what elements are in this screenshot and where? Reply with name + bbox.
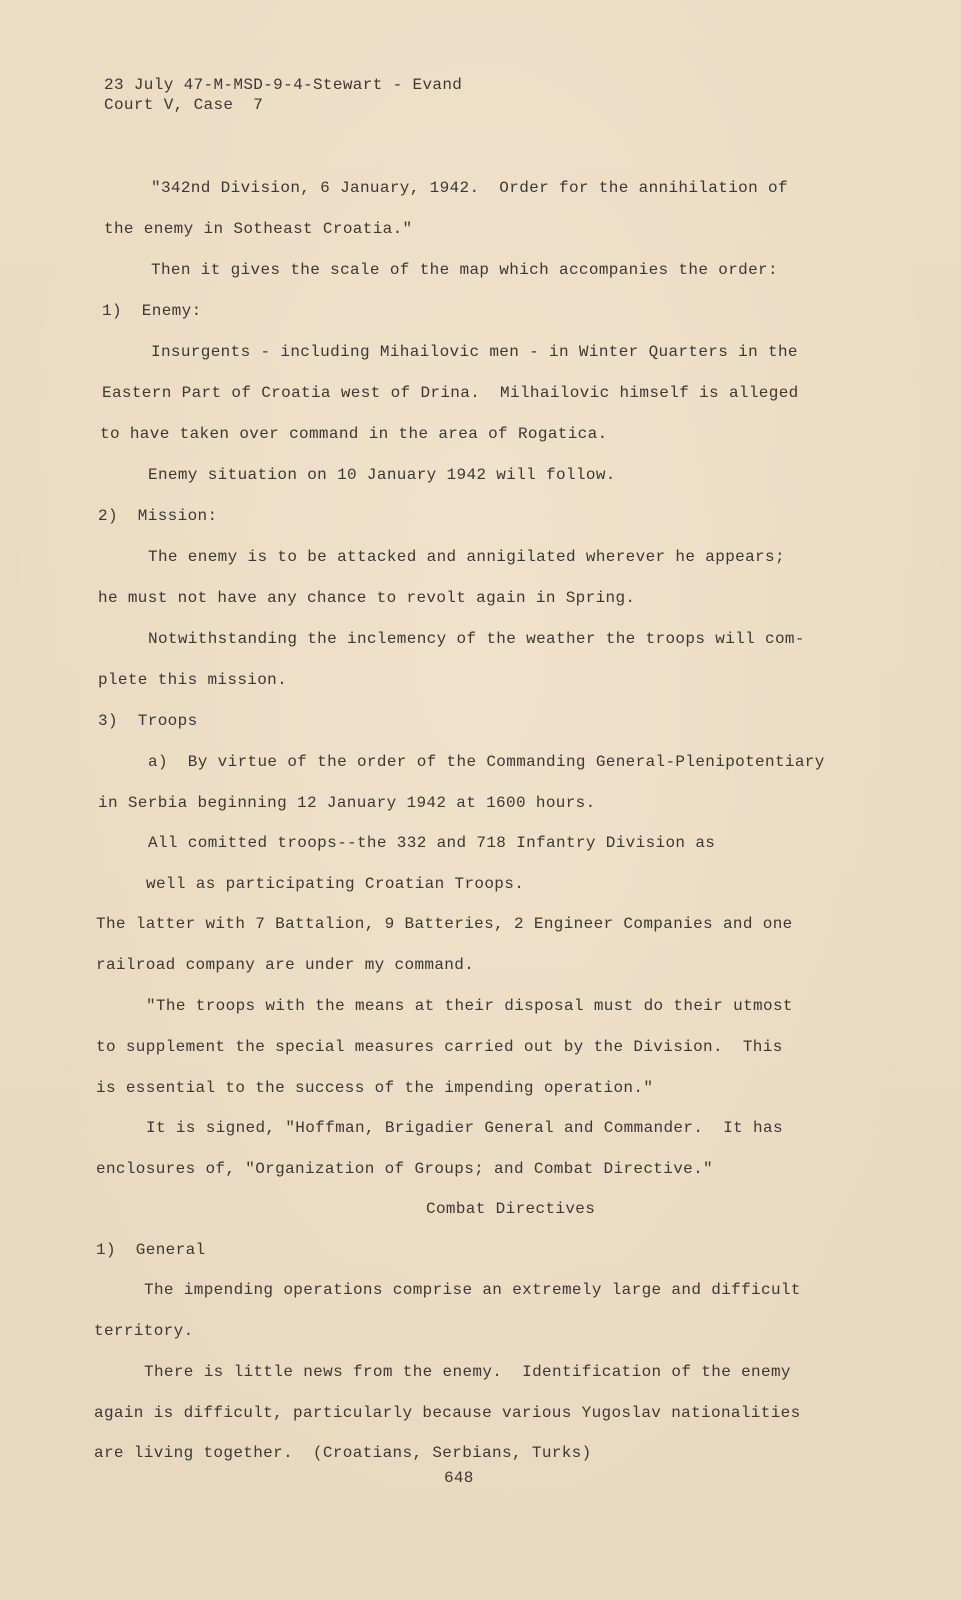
body-line: the enemy in Sotheast Croatia." xyxy=(104,220,413,238)
body-line: railroad company are under my command. xyxy=(96,956,475,974)
body-line: enclosures of, "Organization of Groups; and Combat Directive." xyxy=(96,1160,713,1178)
body-line: 1) Enemy: xyxy=(102,302,202,320)
body-line: well as participating Croatian Troops. xyxy=(146,875,525,893)
body-line: The impending operations comprise an extremely large and difficult xyxy=(144,1281,801,1299)
body-line: Then it gives the scale of the map which accompanies the order: xyxy=(151,261,778,279)
body-line: 3) Troops xyxy=(98,712,198,730)
body-line: Insurgents - including Mihailovic men - in Winter Quarters in the xyxy=(151,343,798,361)
body-line: territory. xyxy=(94,1322,194,1340)
body-line: "The troops with the means at their disposal must do their utmost xyxy=(146,997,793,1015)
body-line: All comitted troops--the 332 and 718 Infantry Division as xyxy=(148,834,716,852)
body-line: to supplement the special measures carried out by the Division. This xyxy=(96,1038,783,1056)
body-line: are living together. (Croatians, Serbians, Turks) xyxy=(94,1444,592,1462)
body-line: There is little news from the enemy. Identification of the enemy xyxy=(144,1363,791,1381)
section-heading: Combat Directives xyxy=(426,1200,596,1218)
body-line: a) By virtue of the order of the Commanding General-Plenipotentiary xyxy=(148,753,825,771)
body-line: Eastern Part of Croatia west of Drina. Milhailovic himself is alleged xyxy=(102,384,799,402)
header-line-2: Court V, Case 7 xyxy=(104,96,264,114)
body-line: The latter with 7 Battalion, 9 Batteries, 2 Engineer Companies and one xyxy=(96,915,793,933)
body-line: 2) Mission: xyxy=(98,507,218,525)
header-line-1: 23 July 47-M-MSD-9-4-Stewart - Evand xyxy=(104,76,463,94)
body-line: Notwithstanding the inclemency of the weather the troops will com- xyxy=(148,630,805,648)
body-line: Enemy situation on 10 January 1942 will follow. xyxy=(148,466,616,484)
body-line: "342nd Division, 6 January, 1942. Order for the annihilation of xyxy=(151,179,788,197)
body-line: plete this mission. xyxy=(98,671,288,689)
body-line: in Serbia beginning 12 January 1942 at 1600 hours. xyxy=(98,794,596,812)
body-line: he must not have any chance to revolt again in Spring. xyxy=(98,589,636,607)
body-line: It is signed, "Hoffman, Brigadier General and Commander. It has xyxy=(146,1119,783,1137)
body-line: The enemy is to be attacked and annigilated wherever he appears; xyxy=(148,548,785,566)
body-line: to have taken over command in the area of Rogatica. xyxy=(100,425,608,443)
page-number: 648 xyxy=(444,1469,474,1487)
body-line: is essential to the success of the impending operation." xyxy=(96,1079,654,1097)
body-line: again is difficult, particularly because various Yugoslav nationalities xyxy=(94,1404,801,1422)
body-line: 1) General xyxy=(96,1241,206,1259)
